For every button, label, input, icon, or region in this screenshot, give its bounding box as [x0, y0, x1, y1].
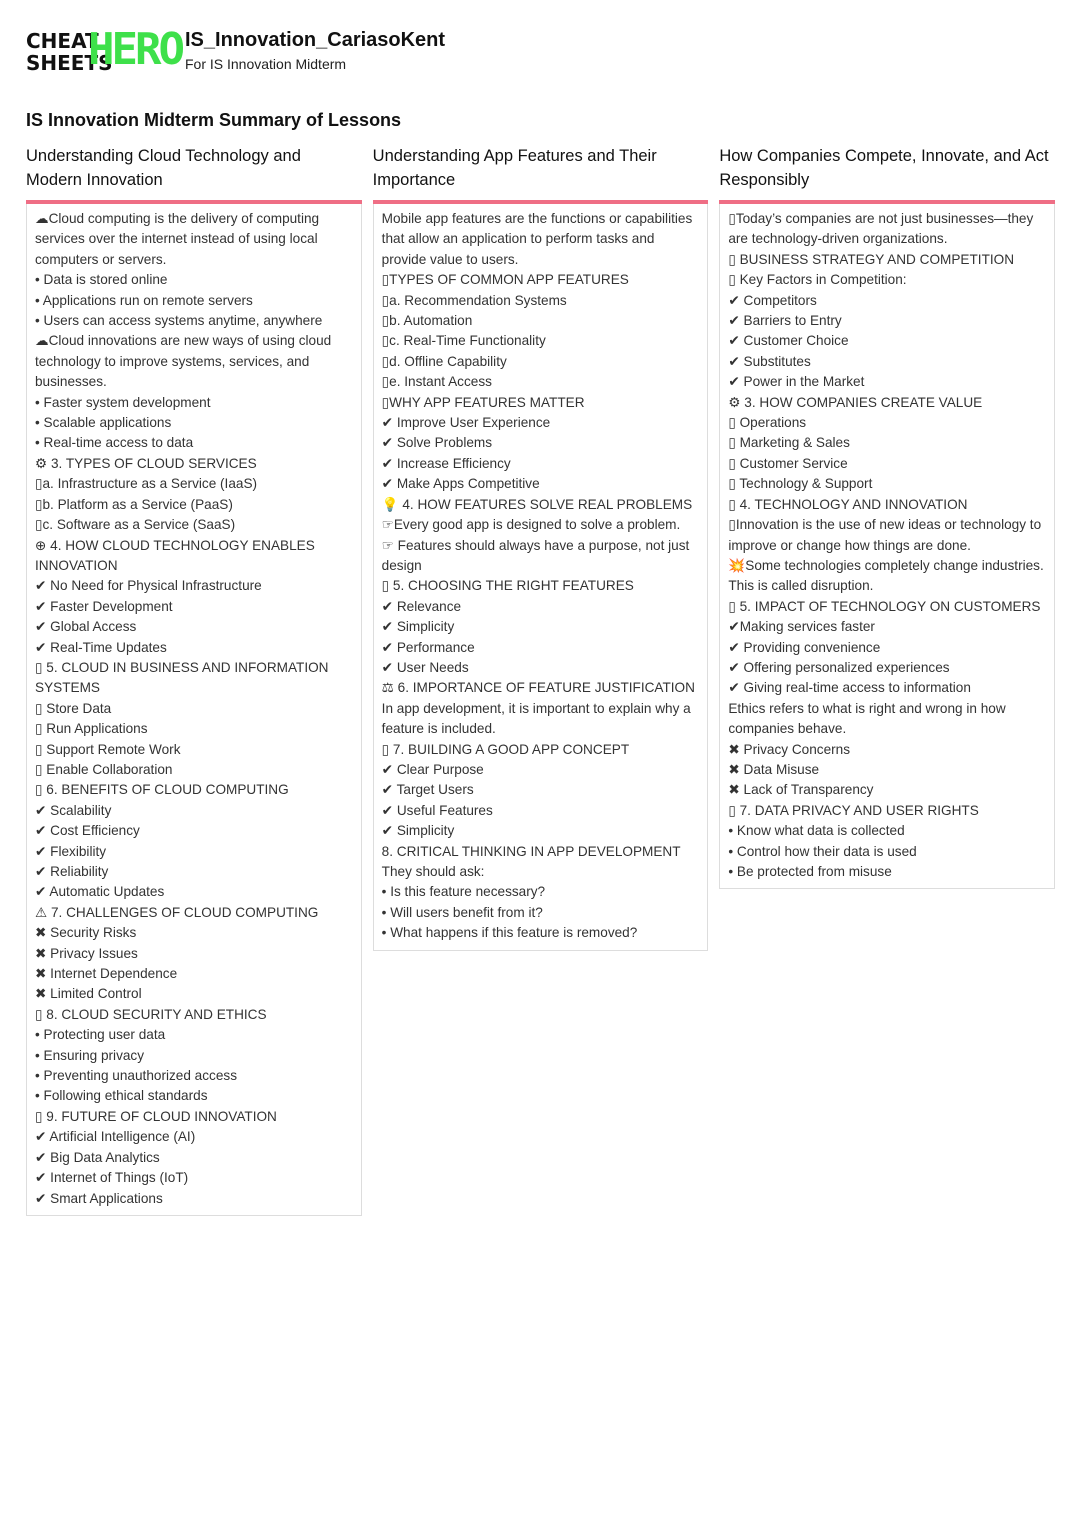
content-line: ✔ Flexibility [35, 843, 107, 859]
content-line: ✔ Clear Purpose [381, 761, 484, 777]
content-line: ▯ Run Applications [35, 721, 148, 737]
content-line: ✔ Big Data Analytics [35, 1149, 160, 1165]
content-line: Mobile app features are the functions or capabilities that allow an application to perform tasks and provide value to users. [381, 211, 693, 267]
content-line: ▯ Enable Collaboration [35, 761, 173, 777]
content-line: ▯ Customer Service [728, 455, 848, 471]
content-line: ▯ 4. TECHNOLOGY AND INNOVATION [728, 496, 968, 512]
content-line: ✔ Performance [381, 639, 475, 655]
content-line: ✔ Reliability [35, 864, 109, 879]
header-titles [185, 28, 445, 72]
columns-container [26, 144, 1055, 1216]
content-line: ✔Making services faster [728, 619, 875, 635]
content-line: ✔ Faster Development [35, 598, 173, 614]
content-line: ✔ Simplicity [381, 823, 455, 839]
content-line: ✔ Internet of Things (IoT) [35, 1170, 189, 1186]
content-line: ▯ 5. IMPACT OF TECHNOLOGY ON CUSTOMERS [728, 598, 1041, 614]
content-line: ▯c. Real-Time Functionality [381, 333, 546, 349]
content-line: ▯ Key Factors in Competition: [728, 272, 907, 288]
content-line: ⚙ 3. HOW COMPANIES CREATE VALUE [728, 394, 983, 410]
content-line: ✔ Barriers to Entry [728, 313, 842, 329]
content-line: ▯b. Platform as a Service (PaaS) [35, 496, 233, 512]
content-line: • Real-time access to data [35, 435, 194, 451]
content-line: ✔ Make Apps Competitive [381, 476, 540, 492]
content-line: ☁Cloud innovations are new ways of using cloud technology to improve systems, services, and businesses. [35, 333, 332, 390]
content-line: ▯a. Infrastructure as a Service (IaaS) [35, 476, 258, 492]
content-line: ✔ Target Users [381, 782, 474, 798]
content-line: • Faster system development [35, 394, 211, 410]
content-line: • Protecting user data [35, 1027, 166, 1043]
content-line: • Be protected from misuse [728, 864, 892, 879]
content-line: They should ask: [381, 864, 485, 879]
content-line: ✖ Lack of Transparency [728, 782, 874, 798]
column-companies-compete [719, 144, 1055, 889]
content-line: ▯ Store Data [35, 700, 112, 716]
content-line: • Will users benefit from it? [381, 904, 543, 920]
content-line: ✔ Providing convenience [728, 639, 881, 655]
content-line: ✔ Offering personalized experiences [728, 659, 950, 675]
content-line: ☞Every good app is designed to solve a problem. [381, 517, 681, 533]
content-line: ✔ Simplicity [381, 619, 455, 635]
content-line: ☁Cloud computing is the delivery of computing services over the internet instead of using local computers or servers. [35, 211, 320, 267]
content-line: ▯ BUSINESS STRATEGY AND COMPETITION [728, 251, 1015, 267]
document-subtitle: For IS Innovation Midterm [185, 56, 347, 72]
content-line: ☞ Features should always have a purpose, not just design [381, 537, 690, 573]
content-line: ✔ User Needs [381, 659, 469, 675]
content-line: ▯ 8. CLOUD SECURITY AND ETHICS [35, 1006, 267, 1022]
content-line: • Data is stored online [35, 272, 168, 288]
column-heading: Understanding Cloud Technology and Modern Innovation [26, 147, 301, 189]
content-line: ▯TYPES OF COMMON APP FEATURES [381, 272, 629, 288]
content-line: ✔ Relevance [381, 598, 462, 614]
content-line: ▯Innovation is the use of new ideas or technology to improve or change how things are done. [728, 517, 1042, 553]
content-line: ▯b. Automation [381, 313, 473, 329]
content-line: ▯ 5. CLOUD IN BUSINESS AND INFORMATION SYSTEMS [35, 659, 329, 696]
content-line: ✔ Improve User Experience [381, 415, 551, 431]
column-content [719, 204, 1055, 889]
content-line: ▯c. Software as a Service (SaaS) [35, 517, 236, 533]
content-line: • Ensuring privacy [35, 1047, 145, 1063]
page-header [26, 24, 446, 75]
logo-sheets-text: SHEETS [26, 51, 113, 75]
column-heading: How Companies Compete, Innovate, and Act Responsibly [719, 147, 1049, 189]
content-line: ✔ Automatic Updates [35, 884, 165, 900]
content-line: ▯ 9. FUTURE OF CLOUD INNOVATION [35, 1108, 277, 1124]
content-line: ✖ Internet Dependence [35, 966, 178, 982]
content-line: 8. CRITICAL THINKING IN APP DEVELOPMENT [381, 843, 681, 859]
content-line: 💥Some technologies completely change industries. This is called disruption. [728, 557, 1044, 594]
content-line: ✔ Real-Time Updates [35, 639, 167, 655]
content-line: ▯WHY APP FEATURES MATTER [381, 394, 585, 410]
content-line: ✔ Useful Features [381, 802, 493, 818]
content-line: ⊕ 4. HOW CLOUD TECHNOLOGY ENABLES INNOVATION [35, 537, 315, 573]
content-line: ✔ Increase Efficiency [381, 455, 511, 471]
content-line: ▯ 7. DATA PRIVACY AND USER RIGHTS [728, 802, 979, 818]
content-line: ✖ Privacy Concerns [728, 741, 851, 757]
content-line: ✖ Limited Control [35, 986, 142, 1002]
column-cloud-technology [26, 144, 362, 1216]
content-line: ⚙ 3. TYPES OF CLOUD SERVICES [35, 455, 257, 471]
content-line: ▯e. Instant Access [381, 374, 492, 390]
column-heading: Understanding App Features and Their Importance [372, 147, 657, 189]
logo-cheat-text: CHEAT [26, 29, 99, 53]
document-title: IS_Innovation_CariasoKent [185, 29, 446, 51]
content-line: • Know what data is collected [728, 823, 905, 839]
content-line: • Control how their data is used [728, 843, 917, 859]
content-line: ✔ Power in the Market [728, 374, 865, 390]
content-line: • Following ethical standards [35, 1088, 208, 1104]
content-line: 💡 4. HOW FEATURES SOLVE REAL PROBLEMS [381, 496, 693, 512]
column-content [26, 204, 362, 1216]
content-line: ✔ Customer Choice [728, 333, 849, 349]
content-line: ✔ Solve Problems [381, 435, 493, 451]
content-line: ✔ Competitors [728, 292, 817, 308]
content-line: ✖ Data Misuse [728, 761, 820, 777]
content-line: ✔ No Need for Physical Infrastructure [35, 578, 262, 594]
content-line: • Preventing unauthorized access [35, 1068, 237, 1084]
content-line: • Users can access systems anytime, anywhere [35, 313, 323, 329]
content-line: ▯ Marketing & Sales [728, 435, 850, 451]
content-line: ✔ Giving real-time access to information [728, 680, 971, 696]
content-line: In app development, it is important to explain why a feature is included. [381, 700, 691, 737]
content-line: Ethics refers to what is right and wrong in how companies behave. [728, 700, 1006, 737]
content-line: • Scalable applications [35, 415, 172, 431]
content-line: ⚖ 6. IMPORTANCE OF FEATURE JUSTIFICATION [381, 680, 695, 696]
cheatsheets-hero-logo [26, 24, 182, 75]
content-line: ✖ Security Risks [35, 925, 137, 941]
content-line: ▯ 5. CHOOSING THE RIGHT FEATURES [381, 578, 634, 594]
content-line: ▯a. Recommendation Systems [381, 292, 567, 308]
content-line: ✔ Cost Efficiency [35, 823, 140, 839]
content-line: • Applications run on remote servers [35, 292, 253, 308]
content-line: • What happens if this feature is removed? [381, 925, 638, 941]
content-line: ▯d. Offline Capability [381, 353, 507, 369]
section-title: IS Innovation Midterm Summary of Lessons [26, 110, 402, 130]
content-line: ▯ 7. BUILDING A GOOD APP CONCEPT [381, 741, 630, 757]
content-line: ✔ Global Access [35, 619, 137, 635]
content-line: ✔ Smart Applications [35, 1190, 163, 1206]
content-line: ▯ Support Remote Work [35, 741, 181, 757]
content-line: ✔ Scalability [35, 802, 112, 818]
content-line: • Is this feature necessary? [381, 884, 546, 900]
content-line: ✔ Artificial Intelligence (AI) [35, 1129, 196, 1145]
content-line: ▯ Operations [728, 415, 807, 431]
content-line: ▯ Technology & Support [728, 476, 873, 492]
logo-hero-text: HERO [88, 24, 182, 75]
content-line: ▯Today’s companies are not just businesses—they are technology-driven organizations. [728, 211, 1034, 247]
content-line: ✖ Privacy Issues [35, 945, 138, 961]
column-content [373, 204, 709, 951]
content-line: ▯ 6. BENEFITS OF CLOUD COMPUTING [35, 782, 289, 798]
column-app-features [373, 144, 709, 951]
content-line: ✔ Substitutes [728, 353, 811, 369]
content-line: ⚠ 7. CHALLENGES OF CLOUD COMPUTING [35, 904, 319, 920]
